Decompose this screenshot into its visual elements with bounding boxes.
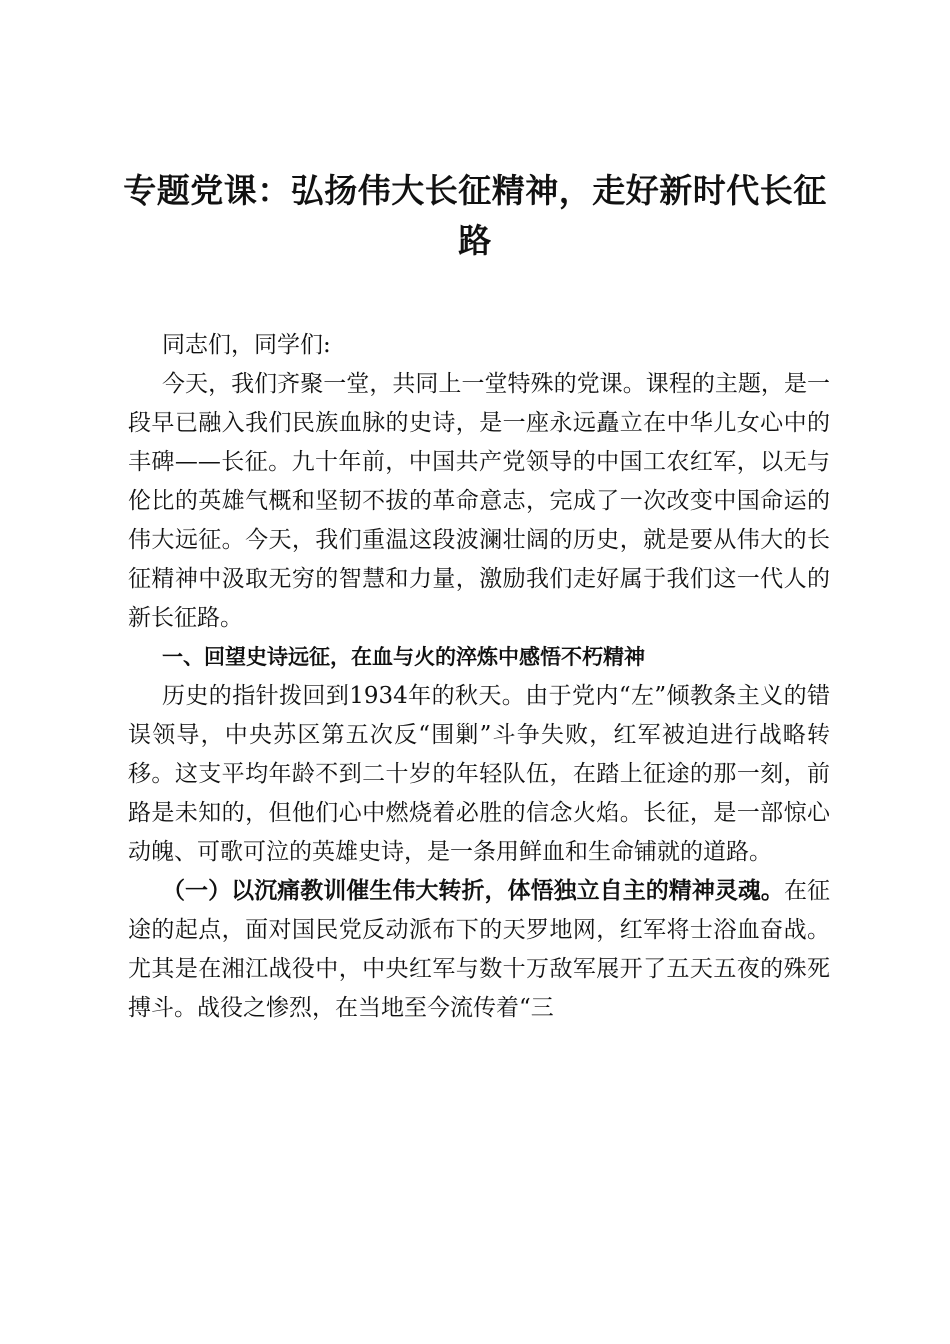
section-heading-1: 一、回望史诗远征，在血与火的淬炼中感悟不朽精神: [162, 645, 645, 669]
salutation: 同志们，同学们:: [162, 332, 331, 358]
section-1-paragraph: 历史的指针拨回到1934年的秋天。由于党内“左”倾教条主义的错误领导，中央苏区第五次反“围剿”斗争失败，红军被迫进行战略转移。这支平均年龄不到二十岁的年轻队伍，在踏上征途的那一刻，前路是未知的，但他们心中燃烧着必胜的信念火焰。长征，是一部惊心动魄、可歌可泣的英雄史诗，是一条用鲜血和生命铺就的道路。: [128, 683, 830, 865]
document-body: [128, 326, 830, 1028]
subsection-1-text: 在征途的起点，面对国民党反动派布下的天罗地网，红军将士浴血奋战。尤其是在湘江战役中，中央红军与数十万敌军展开了五天五夜的殊死搏斗。战役之惨烈，在当地至今流传着“三: [128, 878, 831, 1021]
intro-paragraph: 今天，我们齐聚一堂，共同上一堂特殊的党课。课程的主题，是一段早已融入我们民族血脉的史诗，是一座永远矗立在中华儿女心中的丰碑——长征。九十年前，中国共产党领导的中国工农红军，以无与伦比的英雄气概和坚韧不拔的革命意志，完成了一次改变中国命运的伟大远征。今天，我们重温这段波澜壮阔的历史，就是要从伟大的长征精神中汲取无穷的智慧和力量，激励我们走好属于我们这一代人的新长征路。: [128, 371, 830, 631]
subsection-1-paragraph: [128, 872, 830, 1028]
subsection-1-heading: （一）以沉痛教训催生伟大转折，体悟独立自主的精神灵魂。: [162, 878, 784, 904]
document-title: 专题党课：弘扬伟大长征精神，走好新时代长征路: [123, 171, 827, 260]
